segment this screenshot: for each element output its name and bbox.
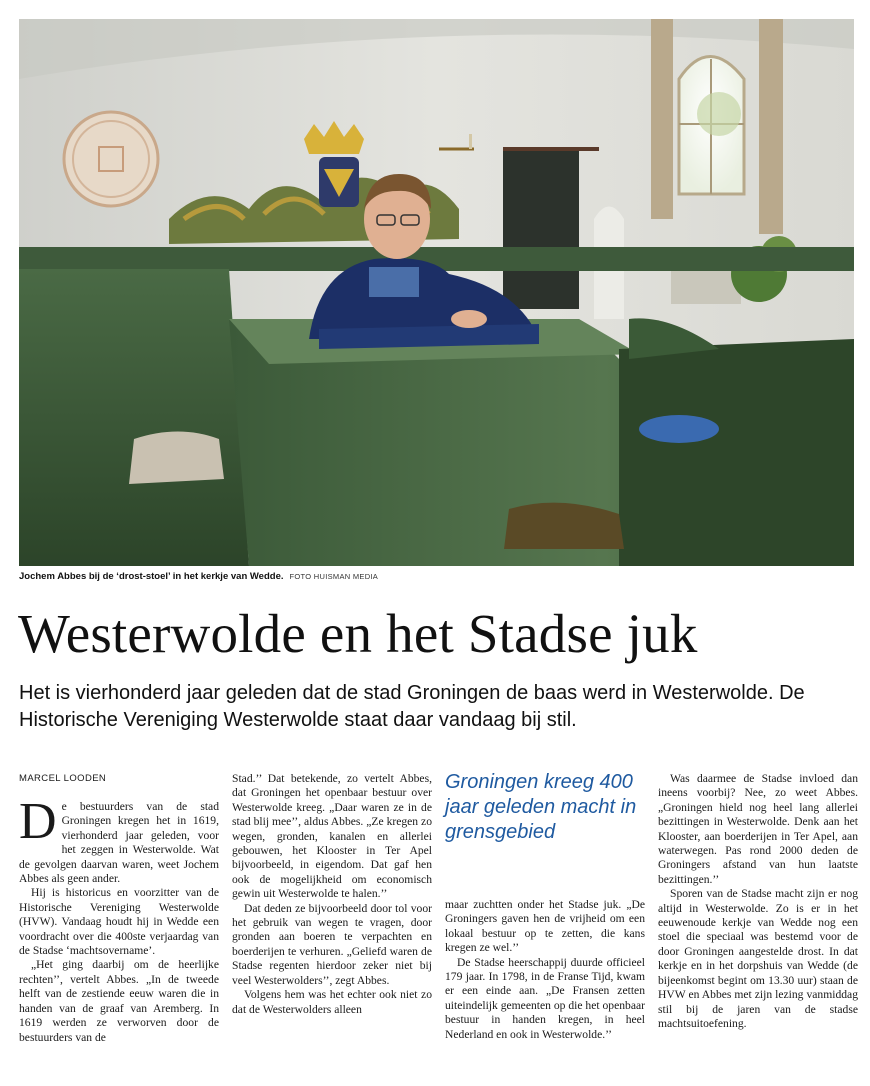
paragraph-1-text: e bestuurders van de stad Groningen kregen het in 1619, vierhonderd jaar geleden, voor het zeggen in Westerwolde. Wat de gevolgen daarvan waren, weet Jochem Abbes als geen ander.	[19, 800, 219, 886]
paragraph-1	[19, 793, 219, 886]
paragraph-8: De Stadse heerschappij duurde officieel 179 jaar. In 1798, in de Franse Tijd, kwam er een einde aan. „De Fransen zetten uiteindelijk gemeenten op die het openbaar bestuur in handen kregen, in heel Nederland en ook in Westerwolde.’’	[445, 955, 645, 1041]
pull-quote: Groningen kreeg 400 jaar geleden macht in grensgebied	[445, 771, 637, 843]
article-column-2	[232, 772, 432, 1072]
paragraph-3: „Het ging daarbij om de heerlijke rechten’’, vertelt Abbes. „In de tweede helft van de zestiende eeuw waren die in handen van de graaf van Aremberg. In 1619 werden ze verworven door de bestuurders van de	[19, 958, 219, 1044]
caption-text: Jochem Abbes bij de ‘drost-stoel’ in het kerkje van Wedde.	[19, 571, 284, 582]
paragraph-7: maar zuchtten onder het Stadse juk. „De Groningers gaven hen de vrijheid om een lokaal bestuur op te zetten, die kans kregen ze wel.’’	[445, 898, 645, 955]
article-headline: Westerwolde en het Stadse juk	[18, 603, 698, 664]
paragraph-5: Dat deden ze bijvoorbeeld door tol voor het gebruik van wegen te vragen, door gronden aan boeren te verpachten en boerderijen te verhuren. „Geliefd waren de Stadse regenten hierdoor zeker niet bij veel Westerwolders’’, zegt Abbes.	[232, 901, 432, 987]
paragraph-9: Was daarmee de Stadse invloed dan ineens voorbij? Nee, zo weet Abbes. „Groningen hield nog heel lang allerlei bezittingen in Westerwolde. Denk aan het Klooster, aan boerderijen in Ter Apel, aan waterwegen. Pas rond 2000 deden de Groningers afstand van hun laatste bezittingen.’’	[658, 772, 858, 886]
paragraph-4: Stad.’’ Dat betekende, zo vertelt Abbes, dat Groningen het openbaar bestuur over Westerwolde kreeg. „Daar waren ze in de stad blij mee’’, aldus Abbes. „Ze kregen zo wegen, gronden, kanalen en allerlei gebouwen, het Klooster in Ter Apel bijvoorbeeld, in eigendom. Dat gaf hen ook de mogelijkheid om economisch gewin uit Westerwolde te halen.’’	[232, 772, 432, 901]
article-photo	[19, 19, 854, 566]
photo-caption	[19, 570, 854, 584]
article-column-3	[445, 898, 645, 1072]
author-byline: MARCEL LOODEN	[19, 773, 107, 784]
article-column-1	[19, 772, 219, 1072]
paragraph-6: Volgens hem was het echter ook niet zo dat de Westerwolders alleen	[232, 988, 432, 1016]
paragraph-2: Hij is historicus en voorzitter van de Historische Vereniging Westerwolde (HVW). Vandaag houdt hij in Wedde een voordracht over die 400ste verjaardag van de Stadse ‘machtsovername’.	[19, 886, 219, 958]
photo-credit: FOTO HUISMAN MEDIA	[289, 572, 379, 581]
article-column-4	[658, 772, 858, 1072]
paragraph-10: Sporen van de Stadse macht zijn er nog altijd in Westerwolde. Zo is er in het eeuwenoude kerkje van Wedde nog een stoel die speciaal was bestemd voor de door Groningen aangestelde drost. In dat kerkje en in het dorpshuis van Wedde (de bijeenkomst begint om 13.30 uur) staan de HVW en Abbes met zijn lezing vanmiddag stil bij de jaren van de stadse machtsuitoefening.	[658, 887, 858, 1030]
article-intro: Het is vierhonderd jaar geleden dat de stad Groningen de baas werd in Westerwolde. De Historische Vereniging Westerwolde staat daar vandaag bij stil.	[19, 682, 805, 731]
church-interior-illustration	[19, 19, 854, 566]
dropcap: D	[19, 793, 57, 850]
